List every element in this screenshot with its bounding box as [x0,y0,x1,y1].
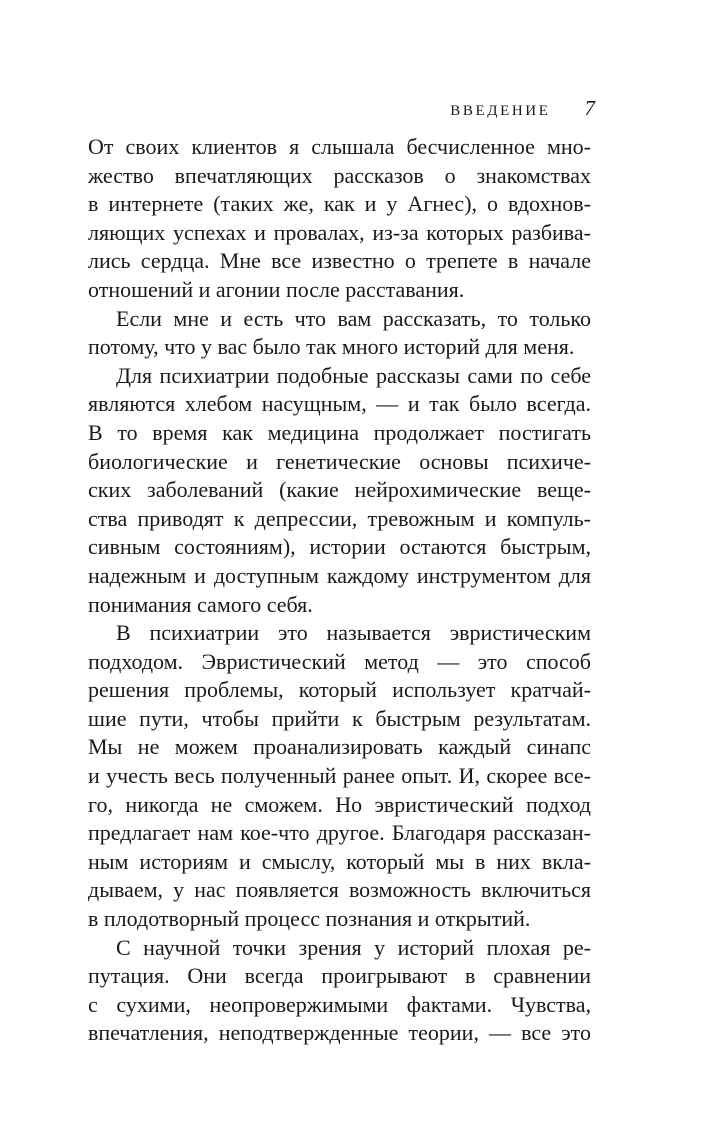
text-line: и учесть весь полученный ранее опыт. И, скорее все- [88,763,591,789]
text-line: го, никогда не сможем. Но эвристический подход [88,791,591,817]
paragraph [88,619,591,934]
text-line: шие пути, чтобы прийти к быстрым результатам. [88,705,591,731]
text-line: Мы не можем проанализировать каждый синапс [88,734,591,760]
text-line: лись сердца. Мне все известно о трепете в начале [88,248,591,274]
text-line: подходом. Эвристический метод — это способ [88,648,591,674]
text-line: ным историям и смыслу, который мы в них вкла- [88,848,591,874]
paragraph [88,362,591,619]
page-number: 7 [584,96,595,120]
running-head [450,96,595,122]
text-line: дываем, у нас появляется возможность включиться [88,877,591,903]
paragraph [88,133,591,305]
text-line: жество впечатляющих рассказов о знакомствах [88,162,591,188]
text-line: путация. Они всегда проигрывают в сравнении [88,963,591,989]
text-line: надежным и доступным каждому инструментом для [88,562,591,588]
text-line: решения проблемы, который использует кратчай- [88,677,591,703]
text-line: Если мне и есть что вам рассказать, то только [116,305,591,331]
text-line: В то время как медицина продолжает постигать [88,419,591,445]
text-line: в плодотворный процесс познания и открытий. [88,906,531,932]
text-line: От своих клиентов я слышала бесчисленное мно- [88,134,591,159]
section-title: ВВЕДЕНИЕ [450,103,551,119]
text-line: впечатления, неподтвержденные теории, — все это [88,1020,591,1046]
text-line: сивным состояниям), истории остаются быстрым, [88,534,591,560]
text-line: предлагает нам кое-что другое. Благодаря рассказан- [88,820,591,846]
text-line: Для психиатрии подобные рассказы сами по себе [116,362,591,388]
text-line: потому, что у вас было так много историй для меня. [88,334,575,360]
text-line: понимания самого себя. [88,591,313,617]
text-line: ства приводят к депрессии, тревожным и компуль- [88,505,591,531]
text-line: ских заболеваний (какие нейрохимические веще- [88,477,591,503]
text-line: отношений и агонии после расставания. [88,276,465,302]
body-text [88,133,591,1048]
text-line: ляющих успехах и провалах, из-за которых разбива- [88,219,591,245]
text-line: биологические и генетические основы психиче- [88,448,591,474]
text-line: являются хлебом насущным, — и так было всегда. [88,391,591,417]
paragraph [88,934,591,1048]
paragraph [88,305,591,362]
text-line: в интернете (таких же, как и у Агнес), о вдохнов- [88,191,591,217]
text-line: С научной точки зрения у историй плохая ре- [116,934,591,960]
text-line: В психиатрии это называется эвристическим [116,620,591,646]
text-line: с сухими, неопровержимыми фактами. Чувства, [88,991,591,1017]
